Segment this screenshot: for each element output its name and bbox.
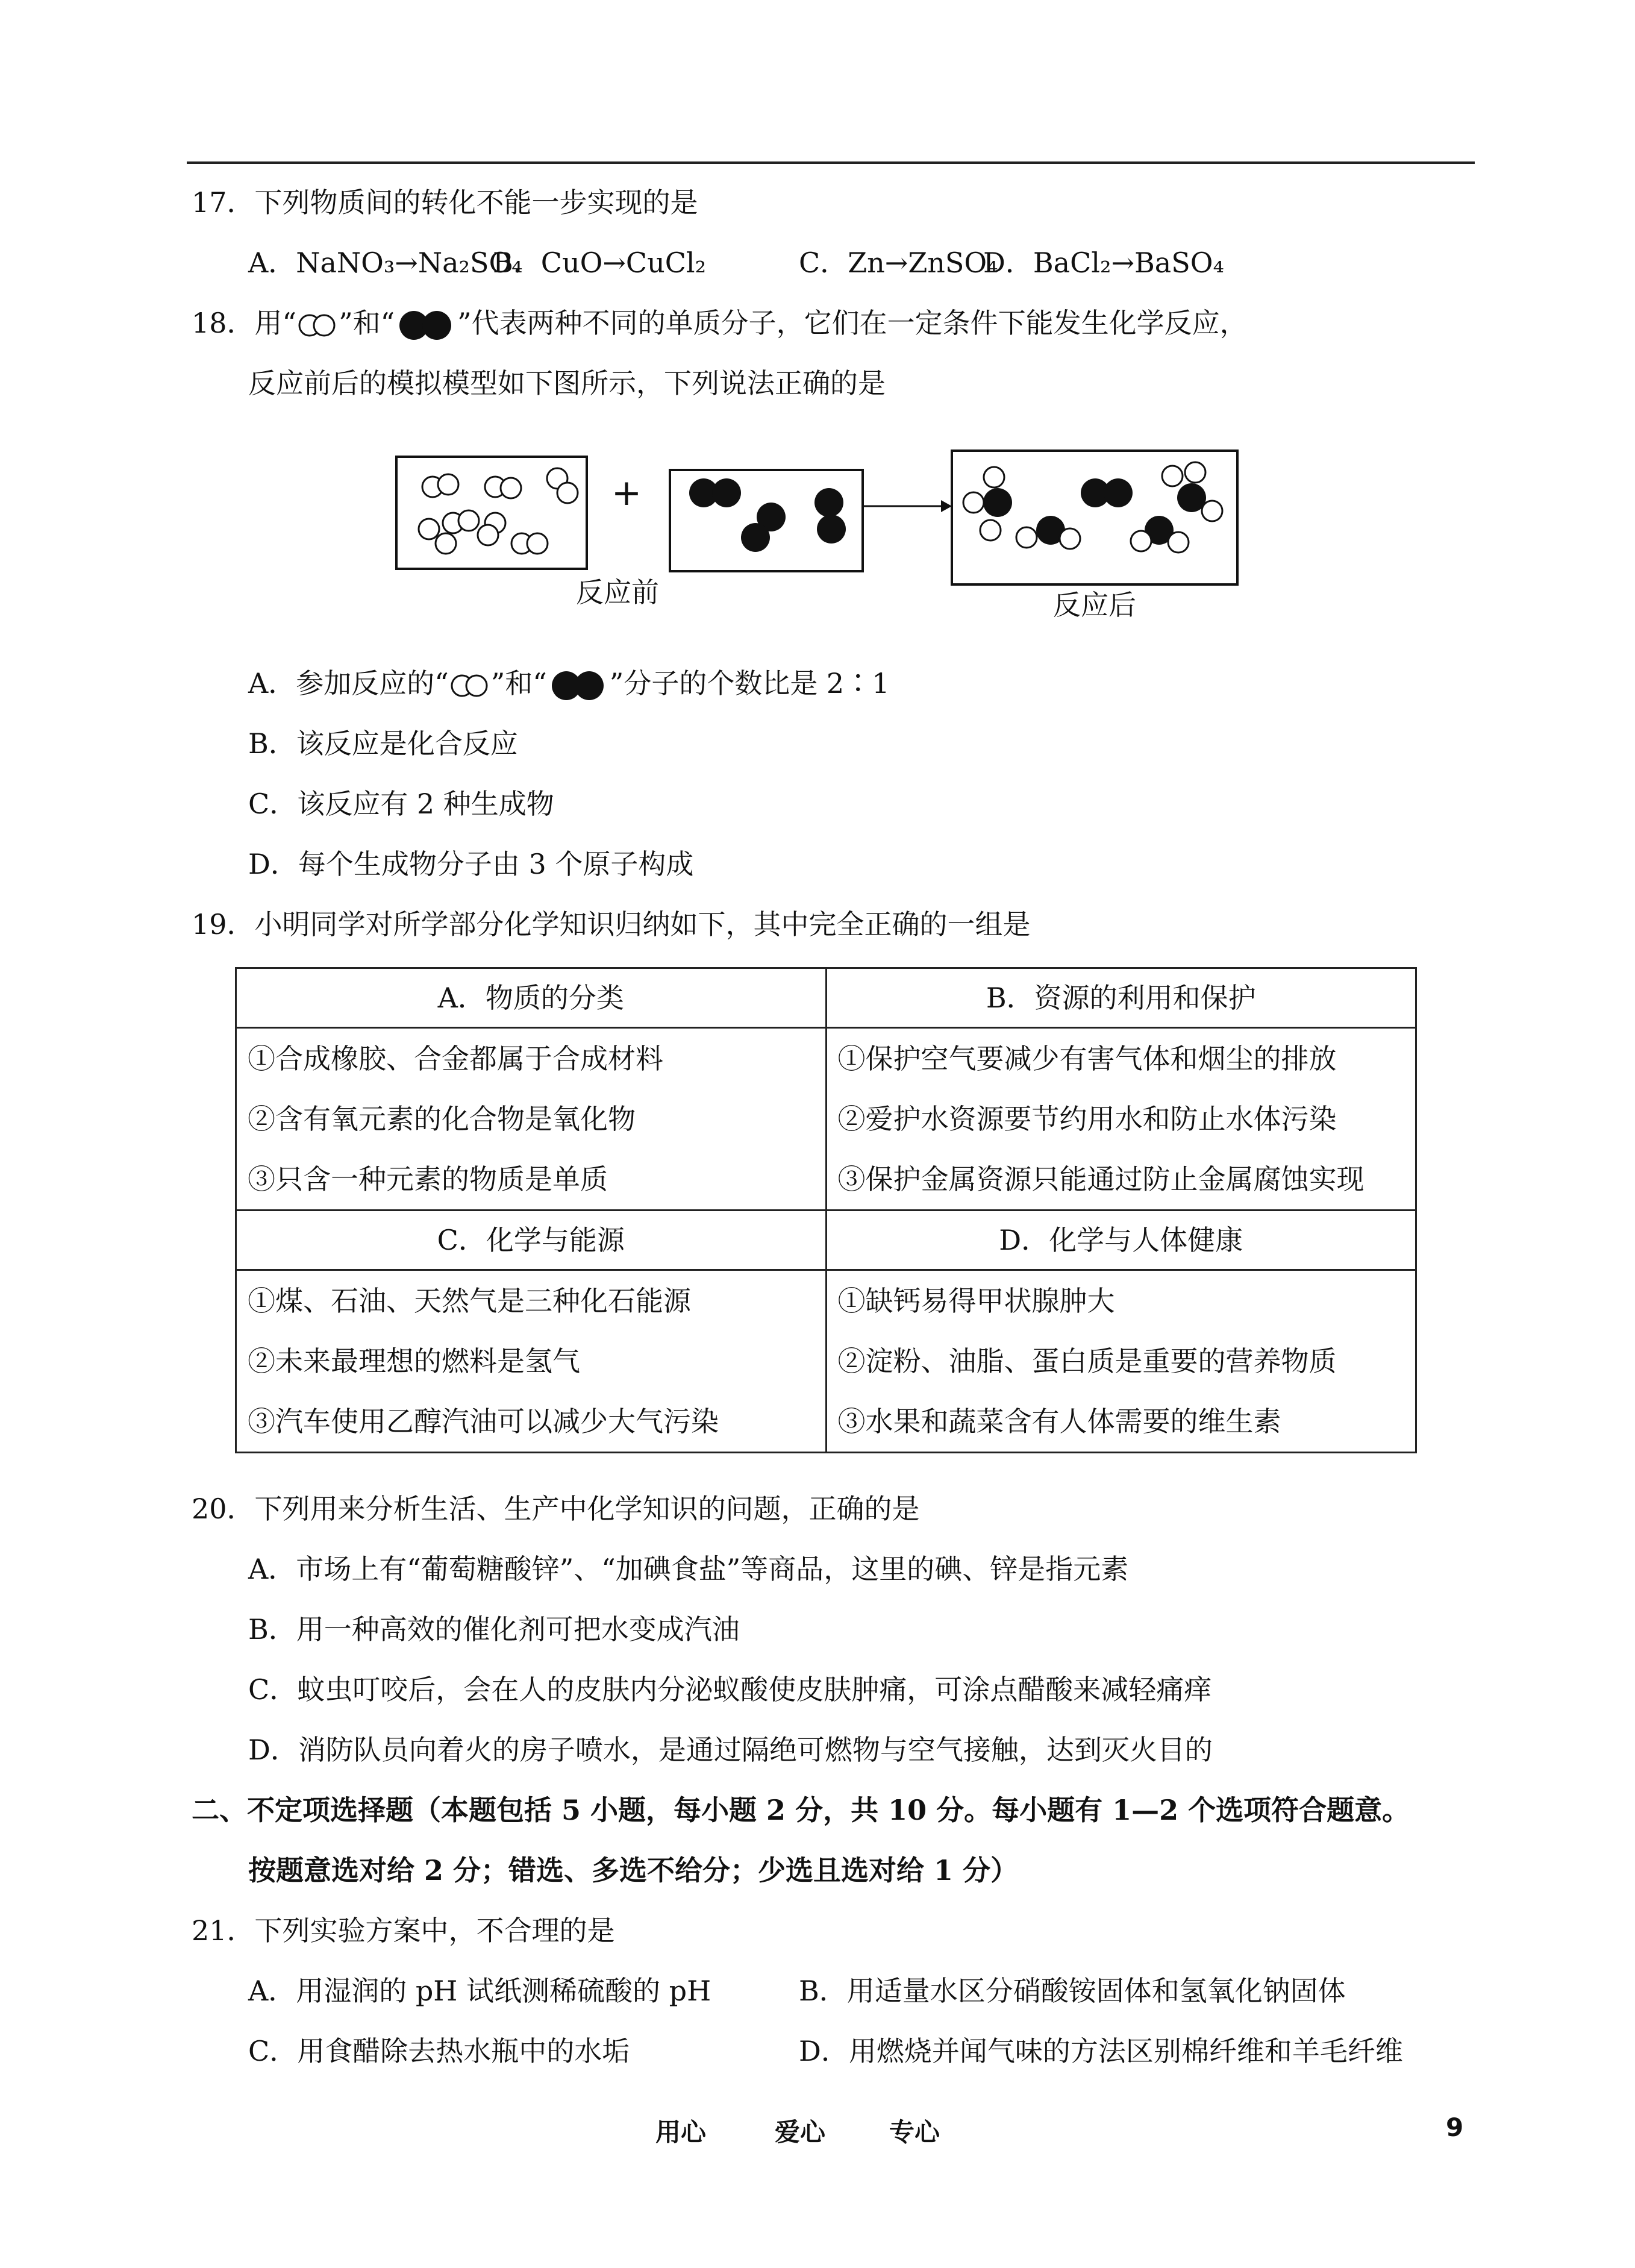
header-rule xyxy=(187,161,1475,164)
q18-stem-part3: ”代表两种不同的单质分子，它们在一定条件下能发生化学反应， xyxy=(457,307,1248,339)
q20-stem: 20．下列用来分析生活、生产中化学知识的问题，正确的是 xyxy=(192,1493,920,1525)
table-item: ①保护空气要减少有害气体和烟尘的排放 xyxy=(837,1042,1337,1075)
q21-option-c: C．用食醋除去热水瓶中的水垢 xyxy=(248,2035,630,2067)
q18-stem xyxy=(192,305,1248,342)
after-box xyxy=(952,451,1237,584)
table-header-b: B．资源的利用和保护 xyxy=(826,968,1416,1028)
table-cell-b xyxy=(826,1028,1416,1211)
section2-heading: 二、不定项选择题（本题包括 5 小题，每小题 2 分，共 10 分。每小题有 1—2 个选项符合题意。 xyxy=(192,1794,1410,1826)
white-molecule-icon xyxy=(449,672,491,700)
table-item: ②淀粉、油脂、蛋白质是重要的营养物质 xyxy=(837,1345,1337,1377)
white-molecule-icon xyxy=(296,312,339,339)
table-header-c: C．化学与能源 xyxy=(236,1211,827,1270)
q18-option-c: C．该反应有 2 种生成物 xyxy=(248,788,554,820)
q21-stem: 21．下列实验方案中，不合理的是 xyxy=(192,1914,615,1947)
q18-option-a xyxy=(248,665,889,703)
table-item: ②爱护水资源要节约用水和防止水体污染 xyxy=(837,1103,1337,1135)
table-header-d: D．化学与人体健康 xyxy=(826,1211,1416,1270)
q21-option-b: B．用适量水区分硝酸铵固体和氢氧化钠固体 xyxy=(799,1975,1346,2007)
table-item: ③只含一种元素的物质是单质 xyxy=(248,1163,608,1195)
q21-option-d: D．用燃烧并闻气味的方法区别棉纤维和羊毛纤维 xyxy=(799,2035,1403,2067)
before-box-black xyxy=(670,470,863,571)
section2-instructions: 按题意选对给 2 分；错选、多选不给分；少选且选对给 1 分） xyxy=(248,1854,1019,1887)
table-item: ③汽车使用乙醇汽油可以减少大气污染 xyxy=(248,1405,719,1438)
page-number: 9 xyxy=(1446,2113,1464,2142)
table-item: ①合成橡胶、合金都属于合成材料 xyxy=(248,1042,663,1075)
reaction-arrowhead xyxy=(941,500,952,512)
table-item: ③水果和蔬菜含有人体需要的维生素 xyxy=(837,1405,1281,1438)
black-molecule-icon xyxy=(547,669,610,703)
q20-option-d: D．消防队员向着火的房子喷水，是通过隔绝可燃物与空气接触，达到灭火目的 xyxy=(248,1734,1213,1766)
table-item: ①缺钙易得甲状腺肿大 xyxy=(837,1285,1115,1317)
q17-option-b: B．CuO→CuCl₂ xyxy=(493,246,707,279)
table-cell-d xyxy=(826,1270,1416,1453)
q18-stem-line2: 反应前后的模拟模型如下图所示，下列说法正确的是 xyxy=(248,367,886,399)
table-item: ②未来最理想的燃料是氢气 xyxy=(248,1345,580,1377)
q18-stem-part2: ”和“ xyxy=(339,307,395,339)
knowledge-table xyxy=(235,967,1417,1453)
table-cell-c xyxy=(236,1270,827,1453)
footer-middle: 爱心 xyxy=(775,2117,826,2147)
q20-option-b: B．用一种高效的催化剂可把水变成汽油 xyxy=(248,1613,740,1646)
table-item: ②含有氧元素的化合物是氧化物 xyxy=(248,1103,636,1135)
q18-option-b: B．该反应是化合反应 xyxy=(248,727,518,760)
table-header-a: A．物质的分类 xyxy=(236,968,827,1028)
before-box-white xyxy=(396,457,587,569)
q18-option-d: D．每个生成物分子由 3 个原子构成 xyxy=(248,848,694,880)
q20-option-a: A．市场上有“葡萄糖酸锌”、“加碘食盐”等商品，这里的碘、锌是指元素 xyxy=(248,1553,1129,1585)
q17-option-c: C．Zn→ZnSO₄ xyxy=(799,246,998,279)
after-label: 反应后 xyxy=(1053,589,1136,621)
plus-sign: + xyxy=(611,472,642,514)
q18-option-a-part2: ”和“ xyxy=(490,667,547,700)
q21-option-a: A．用湿润的 pH 试纸测稀硫酸的 pH xyxy=(248,1975,711,2007)
footer-left: 用心 xyxy=(655,2117,707,2147)
q18-option-a-part3: ”分子的个数比是 2∶1 xyxy=(609,667,890,700)
q18-option-a-part1: A．参加反应的“ xyxy=(248,667,449,700)
table-item: ①煤、石油、天然气是三种化石能源 xyxy=(248,1285,691,1317)
q17-stem: 17．下列物质间的转化不能一步实现的是 xyxy=(192,186,698,219)
q17-option-d: D．BaCl₂→BaSO₄ xyxy=(983,246,1224,279)
table-item: ③保护金属资源只能通过防止金属腐蚀实现 xyxy=(837,1163,1365,1195)
q18-stem-part1: 18．用“ xyxy=(192,307,297,339)
before-label: 反应前 xyxy=(576,576,659,609)
q17-option-a: A．NaNO₃→Na₂SO₄ xyxy=(248,246,523,279)
footer-right: 专心 xyxy=(889,2117,940,2147)
table-cell-a xyxy=(236,1028,827,1211)
black-molecule-icon xyxy=(395,309,457,342)
q19-stem: 19．小明同学对所学部分化学知识归纳如下，其中完全正确的一组是 xyxy=(192,908,1031,941)
q20-option-c: C．蚊虫叮咬后，会在人的皮肤内分泌蚁酸使皮肤肿痛，可涂点醋酸来减轻痛痒 xyxy=(248,1673,1212,1706)
